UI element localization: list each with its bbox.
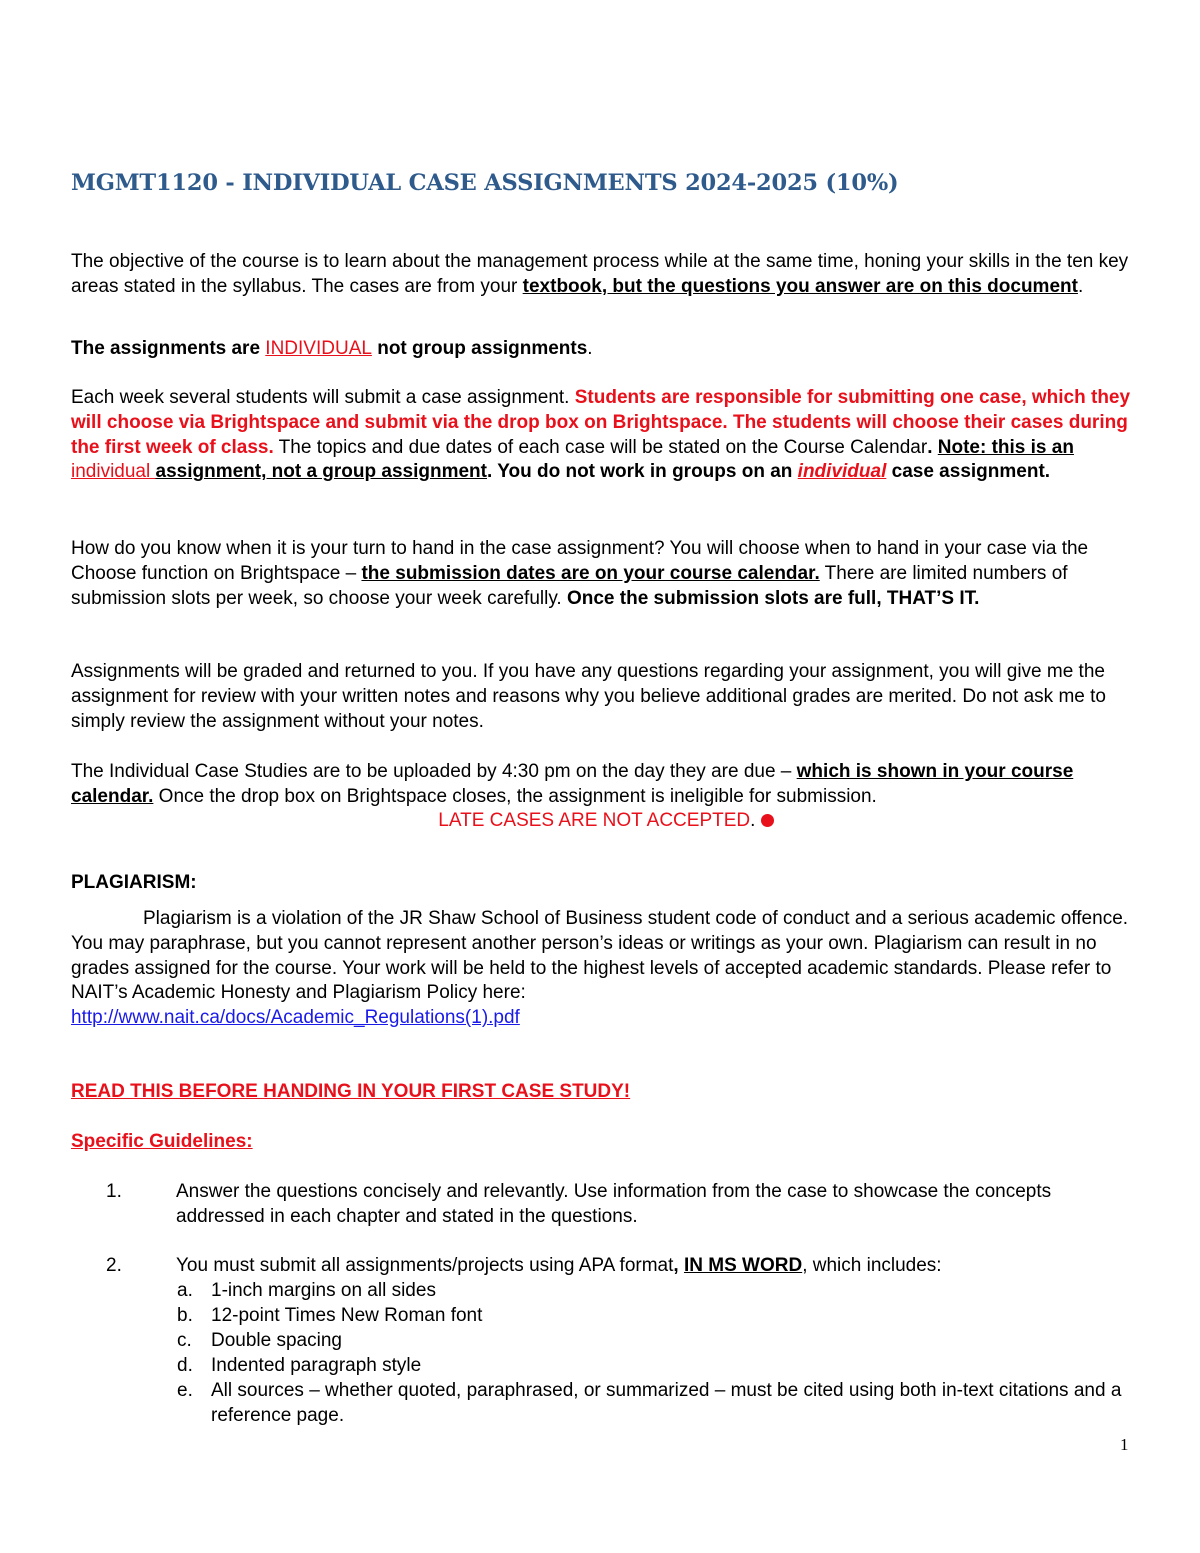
individual-highlight: INDIVIDUAL <box>265 338 372 359</box>
document-title: MGMT1120 - INDIVIDUAL CASE ASSIGNMENTS 2024-2025 (10%) <box>71 170 899 196</box>
upload-deadline-paragraph: The Individual Case Studies are to be uploaded by 4:30 pm on the day they are due – which is shown in your course calendar. Once the drop box on Brightspace closes, the assignment is ineligible for submission. <box>71 761 1074 807</box>
grading-paragraph: Assignments will be graded and returned to you. If you have any questions regarding your assignment, you will give me the assignment for review with your written notes and reasons why you believe additional grades are merited. Do not ask me to simply review the assignment without your notes. <box>71 661 1106 732</box>
apa-item-b: b. 12-point Times New Roman font <box>177 1305 483 1326</box>
academic-regulations-link[interactable]: http://www.nait.ca/docs/Academic_Regulations(1).pdf <box>71 1007 520 1029</box>
page-number: 1 <box>1120 1435 1129 1454</box>
read-this-warning: READ THIS BEFORE HANDING IN YOUR FIRST CASE STUDY! <box>71 1081 631 1102</box>
sad-face-icon <box>761 814 774 827</box>
responsibility-notice: Students are responsible for submitting one case, which they will choose via Brightspace and submit via the drop box on Brightspace. The students will choose their cases during the first week of class. <box>71 387 1131 458</box>
textbook-note: textbook, but the questions you answer are on this document <box>522 275 1078 297</box>
objective-paragraph: The objective of the course is to learn about the management process while at the same time, honing your skills in the ten key areas stated in the syllabus. The cases are from your textbook, but the questions you answer are on this document. <box>71 251 1129 297</box>
weekly-submission-paragraph: Each week several students will submit a case assignment. Students are responsible for submitting one case, which they will choose via Brightspace and submit via the drop box on Brightspace. The students will choose their cases during the first week of class. The topics and due dates of each case will be stated on the Course Calendar. Note: this is an individual assignment, not a group assignment. You do not work in groups on an individual case assignment. <box>71 387 1131 483</box>
apa-item-a: a. 1-inch margins on all sides <box>177 1280 436 1301</box>
apa-item-e: e. All sources – whether quoted, paraphrased, or summarized – must be cited using both in-text citations and a reference page. <box>177 1380 1122 1426</box>
plagiarism-paragraph: Plagiarism is a violation of the JR Shaw School of Business student code of conduct and a serious academic offence. You may paraphrase, but you cannot represent another person’s ideas or writings as your own. Plagiarism can result in no grades assigned for the course. Your work will be held to the highest levels of accepted academic standards. Please refer to NAIT’s Academic Honesty and Plagiarism Policy here: http://www.nait.ca/docs/Academic_Regulations(1).pdf <box>71 908 1129 1029</box>
guideline-item-2: 2. You must submit all assignments/projects using APA format, IN MS WORD, which includes: <box>106 1255 942 1276</box>
apa-item-c: c. Double spacing <box>177 1330 342 1351</box>
apa-item-d: d. Indented paragraph style <box>177 1355 422 1376</box>
late-cases-notice: LATE CASES ARE NOT ACCEPTED. <box>71 809 1141 834</box>
turn-paragraph: How do you know when it is your turn to hand in the case assignment? You will choose when to hand in your case via the Choose function on Brightspace – the submission dates are on your course calendar. There are limited numbers of submission slots per week, so choose your week carefully. Once the submission slots are full, THAT’S IT. <box>71 538 1089 609</box>
guideline-item-1: 1. Answer the questions concisely and relevantly. Use information from the case to showcase the concepts addressed in each chapter and stated in the questions. <box>106 1181 1052 1227</box>
guidelines-heading: Specific Guidelines: <box>71 1131 253 1152</box>
plagiarism-heading: PLAGIARISM: <box>71 872 197 893</box>
individual-notice: The assignments are INDIVIDUAL not group assignments. <box>71 338 593 359</box>
